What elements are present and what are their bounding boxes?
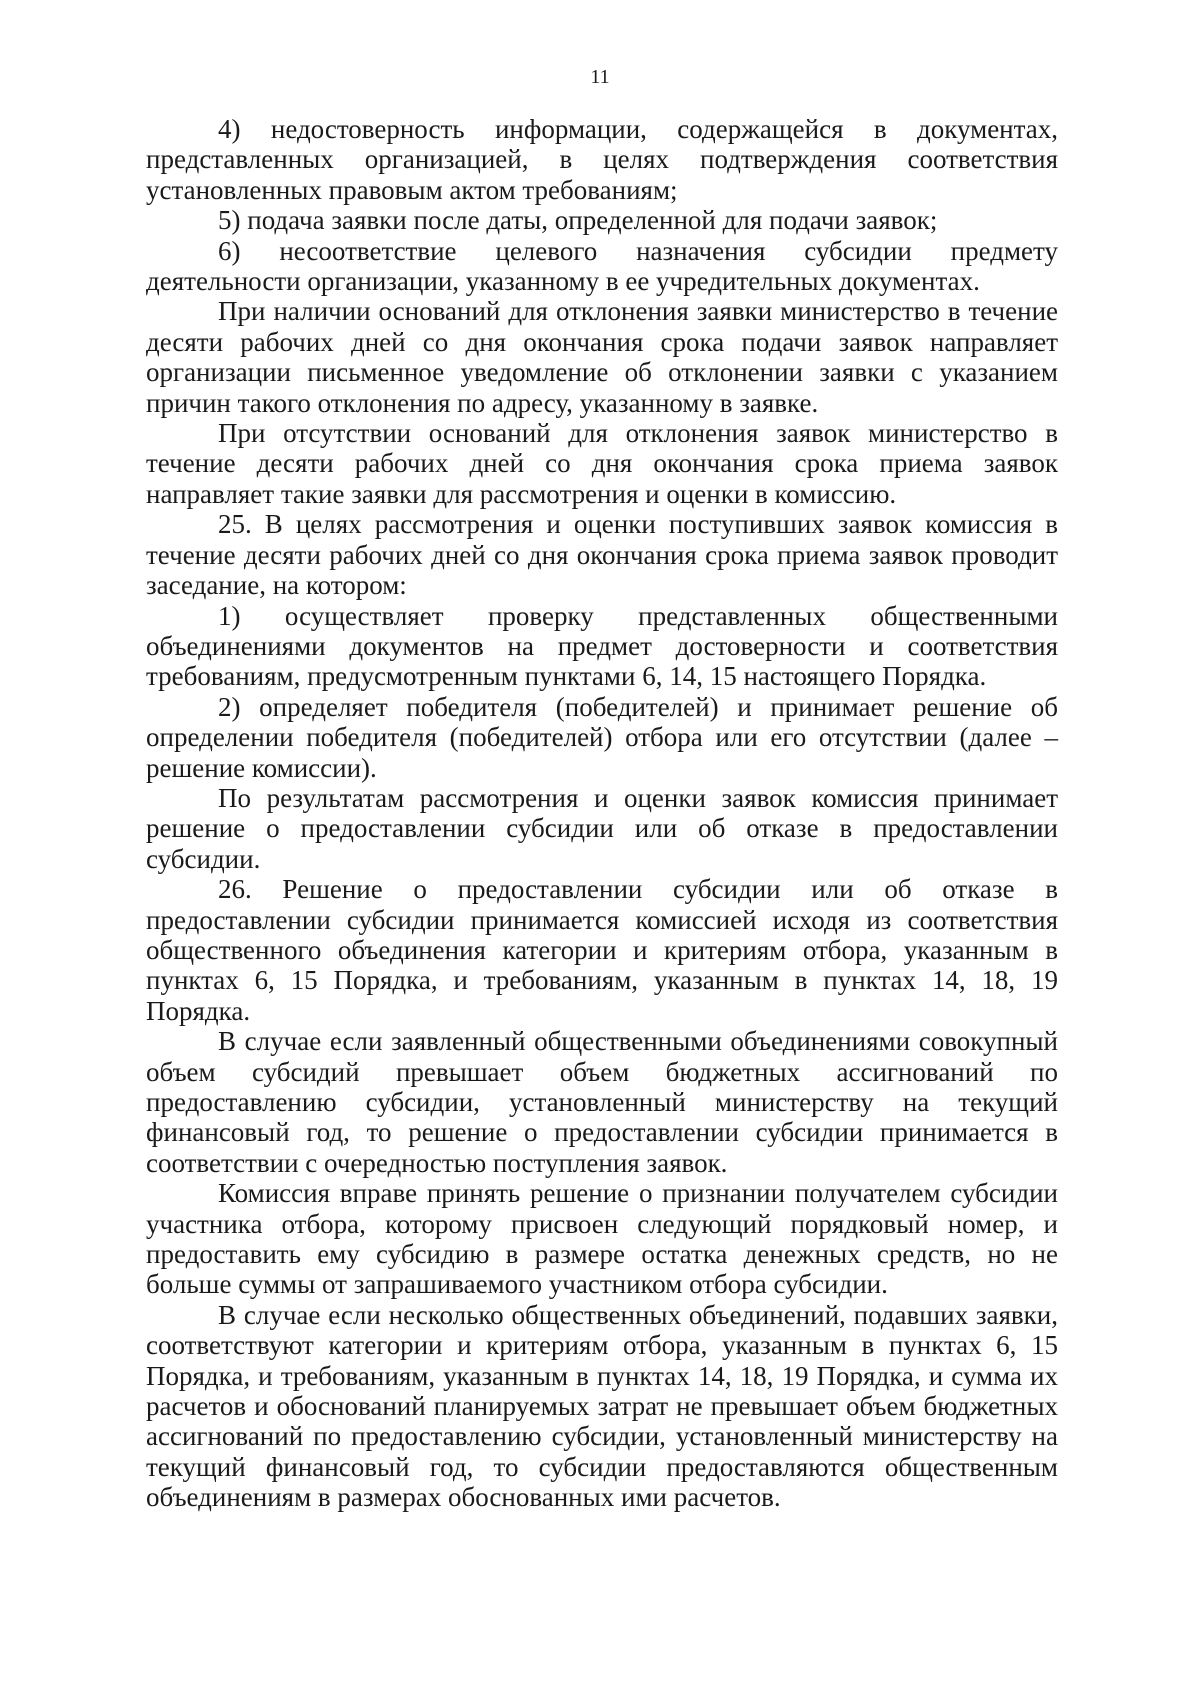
paragraph-forward-to-commission: При отсутствии оснований для отклонения заявок министерство в течение десяти рабочих дней со дня окончания срока приема заявок направляет такие заявки для рассмотрения и оценки в комиссию. — [146, 418, 1058, 509]
document-body — [146, 114, 1058, 1513]
paragraph-multiple-associations: В случае если несколько общественных объединений, подавших заявки, соответствуют категории и критериям отбора, указанным в пунктах 6, 15 Порядка, и требованиям, указанным в пунктах 14, 18, 19 Порядка, и сумма их расчетов и обоснований планируемых затрат не превышает объем бюджетных ассигнований по предоставлению субсидии, установленный министерству на текущий финансовый год, то субсидии предоставляются общественным объединениям в размерах обоснованных ими расчетов. — [146, 1299, 1058, 1513]
paragraph-item-4: 4) недостоверность информации, содержащейся в документах, представленных организацией, в целях подтверждения соответствия установленных правовым актом требованиям; — [146, 114, 1058, 205]
paragraph-next-participant: Комиссия вправе принять решение о признании получателем субсидии участника отбора, которому присвоен следующий порядковый номер, и предоставить ему субсидию в размере остатка денежных средств, но не больше суммы от запрашиваемого участником отбора субсидии. — [146, 1178, 1058, 1300]
paragraph-clause-26: 26. Решение о предоставлении субсидии или об отказе в предоставлении субсидии принимается комиссией исходя из соответствия общественного объединения категории и критериям отбора, указанным в пунктах 6, 15 Порядка, и требованиям, указанным в пунктах 14, 18, 19 Порядка. — [146, 874, 1058, 1026]
paragraph-review-results: По результатам рассмотрения и оценки заявок комиссия принимает решение о предоставлении субсидии или об отказе в предоставлении субсидии. — [146, 782, 1058, 874]
paragraph-clause-25-item-2: 2) определяет победителя (победителей) и принимает решение об определении победителя (победителей) отбора или его отсутствии (далее – решение комиссии). — [146, 691, 1058, 783]
paragraph-clause-25-item-1: 1) осуществляет проверку представленных общественными объединениями документов на предмет достоверности и соответствия требованиям, предусмотренным пунктами 6, 14, 15 настоящего Порядка. — [146, 600, 1058, 692]
paragraph-item-5: 5) подача заявки после даты, определенной для подачи заявок; — [218, 205, 938, 236]
paragraph-clause-25: 25. В целях рассмотрения и оценки поступивших заявок комиссия в течение десяти рабочих дней со дня окончания срока приема заявок проводит заседание, на котором: — [146, 509, 1058, 601]
paragraph-budget-exceeded: В случае если заявленный общественными объединениями совокупный объем субсидий превышает объем бюджетных ассигнований по предоставлению субсидии, установленный министерству на текущий финансовый год, то решение о предоставлении субсидии принимается в соответствии с очередностью поступления заявок. — [146, 1026, 1058, 1178]
page-number: 11 — [590, 66, 610, 88]
paragraph-item-6: 6) несоответствие целевого назначения субсидии предмету деятельности организации, указанному в ее учредительных документах. — [146, 235, 1058, 297]
paragraph-rejection-notice: При наличии оснований для отклонения заявки министерство в течение десяти рабочих дней со дня окончания срока подачи заявок направляет организации письменное уведомление об отклонении заявки с указанием причин такого отклонения по адресу, указанному в заявке. — [146, 296, 1058, 418]
